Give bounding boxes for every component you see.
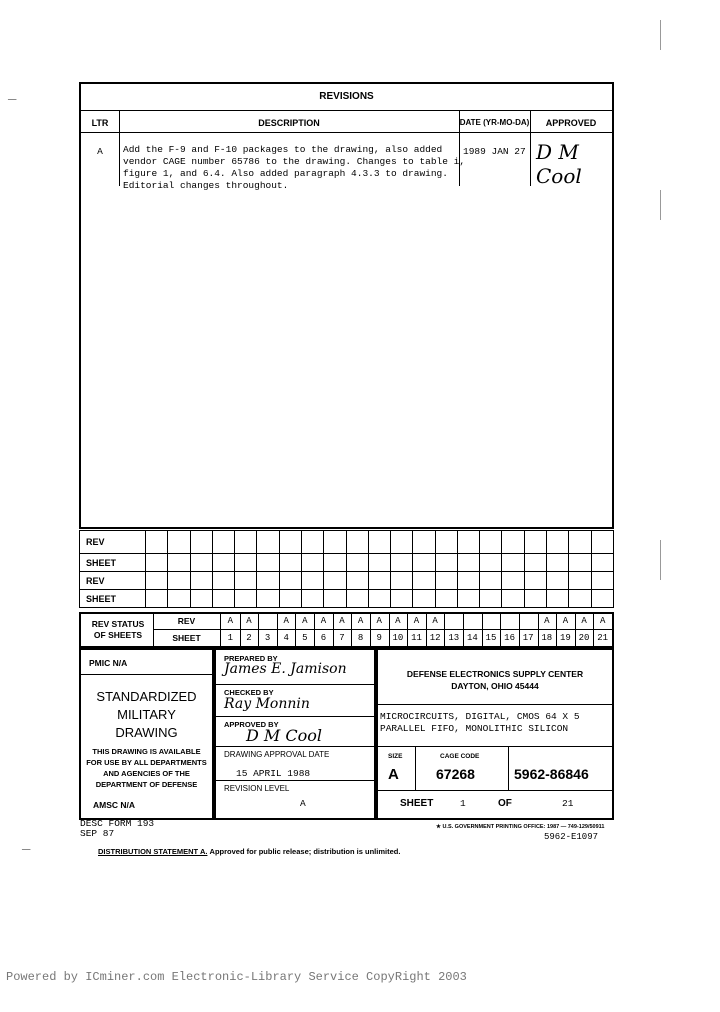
- cell-divider: [463, 614, 464, 646]
- rev-status-value: A: [302, 616, 308, 626]
- rev-status-value: A: [376, 616, 382, 626]
- sheet-row: [80, 590, 614, 608]
- cell-divider: [556, 614, 557, 646]
- sheet-number-cell: 7: [339, 633, 345, 643]
- amsc: AMSC N/A: [93, 800, 136, 810]
- revision-level-label: REVISION LEVEL: [224, 784, 290, 793]
- rev-status-value: A: [357, 616, 364, 626]
- sheet-number-cell: 12: [429, 633, 441, 643]
- scan-artifact: [660, 190, 661, 220]
- sheet-row: [80, 554, 614, 572]
- heading-line: STANDARDIZED: [96, 689, 197, 704]
- divider: [216, 716, 374, 717]
- sheet-number-cell: 11: [411, 633, 422, 643]
- rev-status-label: REV STATUS OF SHEETS: [91, 619, 145, 640]
- divider: [378, 704, 612, 705]
- cell-divider: [333, 614, 334, 646]
- agency-line: DEFENSE ELECTRONICS SUPPLY CENTER: [406, 669, 584, 679]
- rev-status-value: [482, 616, 501, 629]
- rev-status-value: A: [599, 616, 606, 626]
- rev-status-value: [258, 616, 277, 629]
- revisions-title: REVISIONS: [319, 91, 374, 102]
- cell-divider: [370, 614, 371, 646]
- prepared-by-signature: James E. Jamison: [224, 661, 347, 677]
- divider: [216, 746, 374, 747]
- rev-status-box: [79, 612, 614, 648]
- divider: [216, 684, 374, 685]
- agency: [378, 668, 612, 692]
- rev-status-value: A: [246, 616, 252, 626]
- divider: [81, 110, 612, 111]
- sheet-number-cell: 9: [376, 633, 382, 643]
- approved-by-label: APPROVED BY: [224, 720, 279, 729]
- rev-status-value: A: [227, 616, 233, 626]
- sheet-number-cell: 4: [283, 633, 289, 643]
- col-ltr: LTR: [91, 118, 109, 128]
- cell-divider: [407, 614, 408, 646]
- divider: [216, 780, 374, 781]
- divider: [81, 132, 612, 133]
- rev-status-value: [463, 616, 482, 629]
- of-label: OF: [498, 798, 512, 809]
- desc-line: Editorial changes throughout.: [123, 180, 289, 191]
- margin-mark: —: [8, 92, 17, 108]
- title-line: PARALLEL FIFO, MONOLITHIC SILICON: [380, 723, 569, 734]
- cell-divider: [351, 614, 352, 646]
- distribution-statement: [98, 847, 400, 856]
- col-date: DATE (YR-MO-DA): [459, 118, 530, 127]
- rev-status-value: A: [283, 616, 289, 626]
- scan-artifact: [660, 540, 661, 580]
- cage-label: CAGE CODE: [440, 753, 480, 760]
- cell-divider: [519, 614, 520, 646]
- cell-divider: [482, 614, 483, 646]
- rev-status-value: A: [562, 616, 569, 626]
- divider: [81, 674, 212, 675]
- heading-line: DRAWING: [115, 725, 178, 740]
- col-description: DESCRIPTION: [258, 118, 320, 128]
- cell-divider: [240, 614, 241, 646]
- rev-status-value: A: [320, 616, 327, 626]
- size-value: A: [388, 766, 399, 783]
- heading-line: MILITARY: [117, 707, 176, 722]
- cell-divider: [538, 614, 539, 646]
- sheet-number-cell: 14: [466, 633, 478, 643]
- desc-line: Add the F-9 and F-10 packages to the drawing, also added: [123, 144, 443, 155]
- drawing-title: [380, 711, 580, 735]
- agency-line: DAYTON, OHIO 45444: [451, 681, 539, 691]
- row-label: REV: [80, 572, 146, 590]
- rev-row: [80, 572, 614, 590]
- approved-signature: D M Cool: [536, 140, 582, 188]
- sheet-label: SHEET: [400, 798, 434, 809]
- rev-status-value: [500, 616, 519, 629]
- sheet-number-cell: 18: [541, 633, 553, 643]
- row-label: REV: [80, 531, 146, 554]
- desc-line: vendor CAGE number 65786 to the drawing. Changes to table i,: [123, 156, 466, 167]
- approved-by-signature: D M Cool: [246, 726, 323, 745]
- right-title-panel: [376, 648, 614, 820]
- sheet-number-cell: 2: [246, 633, 252, 643]
- size-label: SIZE: [388, 753, 403, 760]
- rev-label: REV: [177, 616, 196, 626]
- sheet-number-cell: 6: [320, 633, 327, 643]
- revisions-box: [79, 82, 614, 529]
- rev-status-value: A: [413, 616, 420, 626]
- cell-divider: [444, 614, 445, 646]
- sheet-label: SHEET: [172, 633, 201, 643]
- sheet-number-cell: 17: [522, 633, 534, 643]
- rev-status-value: A: [581, 616, 587, 626]
- sheet-number-cell: 8: [357, 633, 364, 643]
- pmic: PMIC N/A: [89, 658, 128, 668]
- cell-divider: [295, 614, 296, 646]
- sheet-number: 1: [460, 798, 466, 809]
- cell-divider: [277, 614, 278, 646]
- rev-row: [80, 531, 614, 554]
- sheet-number-cell: 1: [227, 633, 233, 643]
- revision-level: A: [300, 798, 306, 809]
- rev-status-value: [519, 616, 538, 629]
- sheet-number-cell: 10: [392, 633, 404, 643]
- cell-divider: [593, 614, 594, 646]
- divider: [378, 790, 612, 791]
- sheet-number-cell: 20: [578, 633, 590, 643]
- rev-status-value: A: [544, 616, 550, 626]
- rev-status-value: [444, 616, 463, 629]
- sheet-number-cell: 16: [504, 633, 515, 643]
- cell-divider: [426, 614, 427, 646]
- doc-code: 5962-E1097: [544, 832, 599, 842]
- gpo-line: ★ U.S. GOVERNMENT PRINTING OFFICE: 1987 — 749-129/50911: [436, 824, 605, 830]
- sheet-number-cell: 21: [597, 633, 609, 643]
- distribution-text: Approved for public release; distribution is unlimited.: [209, 847, 401, 856]
- status-cells: [221, 614, 612, 646]
- checked-by-signature: Ray Monnin: [224, 696, 310, 712]
- rev-ltr: A: [97, 146, 103, 157]
- row-label: SHEET: [80, 554, 146, 572]
- cell-divider: [389, 614, 390, 646]
- cell-divider: [258, 614, 259, 646]
- approval-date: 15 APRIL 1988: [236, 768, 311, 779]
- rev-status-value: A: [432, 616, 438, 626]
- sheet-number-cell: 5: [302, 633, 308, 643]
- distribution-label: DISTRIBUTION STATEMENT A.: [98, 847, 208, 856]
- rev-date: 1989 JAN 27: [463, 146, 526, 157]
- watermark: Powered by ICminer.com Electronic-Library Service CopyRight 2003: [6, 970, 467, 984]
- divider: [508, 746, 509, 790]
- rev-status-value: A: [339, 616, 345, 626]
- cell-divider: [314, 614, 315, 646]
- sheet-number-cell: 13: [448, 633, 460, 643]
- checked-by-label: CHECKED BY: [224, 688, 274, 697]
- margin-mark: —: [22, 842, 31, 858]
- cell-divider: [500, 614, 501, 646]
- divider: [378, 746, 612, 747]
- title-line: MICROCIRCUITS, DIGITAL, CMOS 64 X 5: [380, 711, 580, 722]
- scan-artifact: [660, 20, 661, 50]
- approval-date-label: DRAWING APPROVAL DATE: [224, 750, 330, 759]
- col-approved: APPROVED: [545, 118, 597, 128]
- signature-panel: [214, 648, 376, 820]
- standardized-military-drawing: [81, 688, 212, 742]
- form-number: DESC FORM 193 SEP 87: [80, 818, 155, 839]
- availability-statement: THIS DRAWING IS AVAILABLE FOR USE BY ALL DEPARTMENTS AND AGENCIES OF THE DEPARTMENT OF DEFENSE: [86, 747, 207, 789]
- sheet-total: 21: [562, 798, 574, 809]
- cage-value: 67268: [436, 766, 475, 782]
- drawing-number: 5962-86846: [514, 766, 589, 782]
- rev-sheet-table: [79, 530, 614, 608]
- cell-divider: [575, 614, 576, 646]
- sheet-number-cell: 19: [560, 633, 571, 643]
- divider: [415, 746, 416, 790]
- sheet-number-cell: 15: [485, 633, 497, 643]
- prepared-by-label: PREPARED BY: [224, 654, 278, 663]
- left-title-panel: [79, 648, 214, 820]
- rev-status-value: A: [395, 616, 401, 626]
- row-label: SHEET: [80, 590, 146, 608]
- desc-line: figure 1, and 6.4. Also added paragraph 4.3.3 to drawing.: [123, 168, 448, 179]
- rev-description: [123, 144, 466, 192]
- sheet-number-cell: 3: [264, 633, 271, 643]
